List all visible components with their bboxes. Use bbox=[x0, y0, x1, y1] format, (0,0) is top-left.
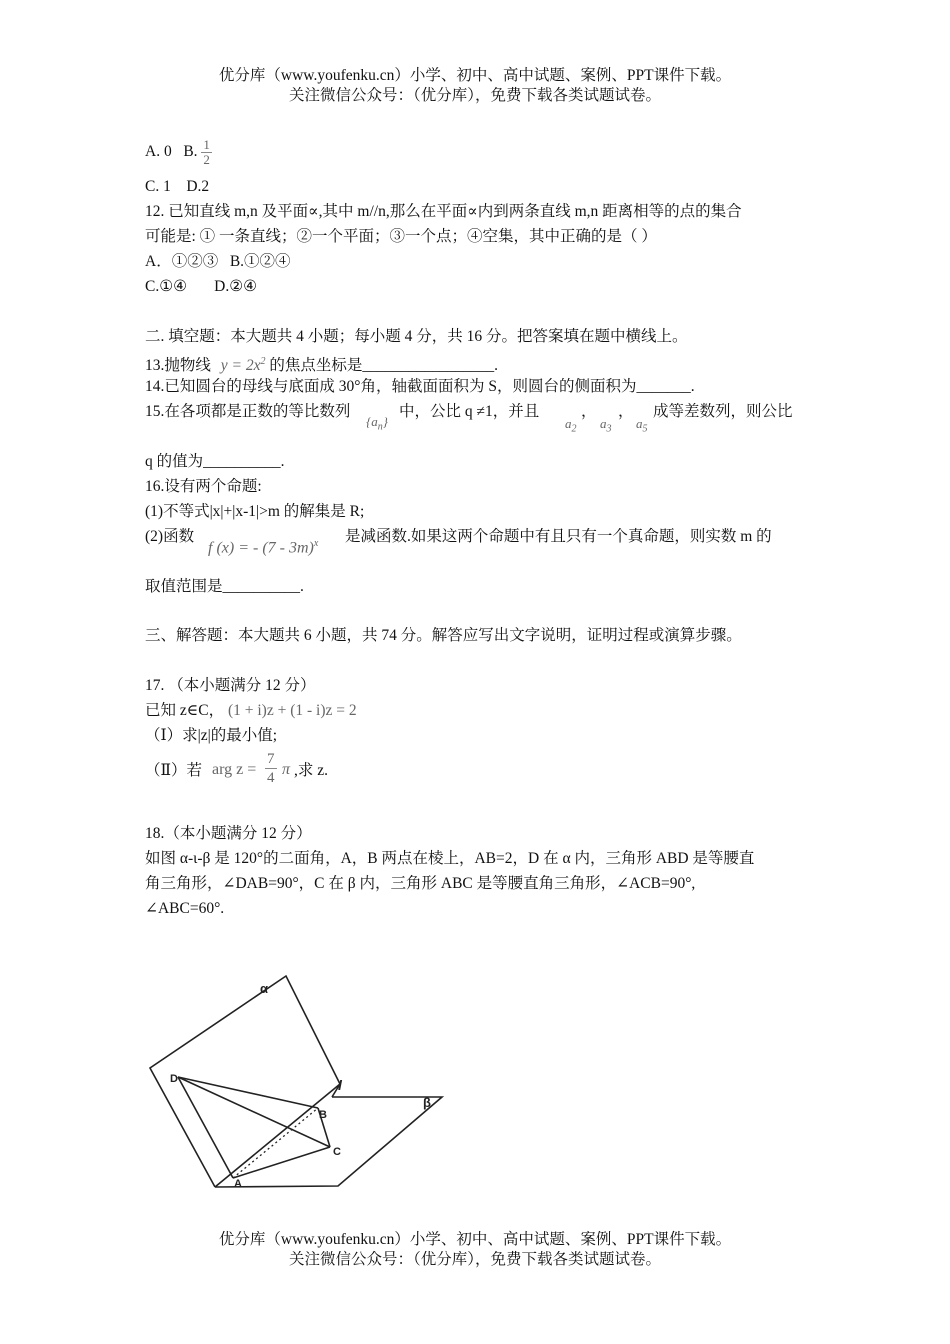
q15-suffix: 成等差数列，则公比 bbox=[653, 403, 793, 420]
q15-a3-sub: 3 bbox=[606, 423, 612, 435]
segment-AC bbox=[233, 1147, 330, 1178]
label-D: D bbox=[170, 1073, 178, 1085]
segment-AB-dotted bbox=[233, 1108, 318, 1178]
q12-option-c: C.①④ bbox=[145, 278, 188, 295]
q17-given-formula: (1 + i)z + (1 - i)z = 2 bbox=[227, 702, 357, 719]
label-A: A bbox=[234, 1178, 242, 1190]
q15-comma-1: ， bbox=[581, 403, 597, 420]
footer-line-2: 关注微信公众号：（优分库），免费下载各类试题试卷。 bbox=[288, 1251, 661, 1268]
q13-prefix: 13.抛物线 bbox=[145, 357, 211, 375]
label-beta: β bbox=[423, 1095, 431, 1110]
label-alpha: α bbox=[260, 981, 268, 996]
plane-alpha bbox=[150, 976, 340, 1187]
q15-a5-base: a bbox=[636, 416, 643, 431]
q17-part-1: （Ⅰ）求|z|的最小值; bbox=[145, 727, 278, 744]
q17-part-2-prefix: （Ⅱ）若 bbox=[145, 762, 203, 779]
q12-option-b: B.①②④ bbox=[229, 253, 291, 270]
q12-stem-line-1: 12. 已知直线 m,n 及平面∝,其中 m//n,那么在平面∝内到两条直线 m,n 距离相等的点的集合 bbox=[145, 203, 742, 220]
q15-a2-sub: 2 bbox=[571, 423, 577, 435]
q18-title: 18.（本小题满分 12 分） bbox=[145, 825, 312, 842]
label-C: C bbox=[333, 1146, 341, 1158]
q16-stem: 16.设有两个命题: bbox=[145, 478, 262, 495]
q11-option-b: B. bbox=[183, 143, 198, 161]
q15-mid: 中，公比 q ≠1，并且 bbox=[399, 403, 540, 420]
label-B: B bbox=[319, 1109, 327, 1121]
q16-p2-suffix: 是减函数.如果这两个命题中有且只有一个真命题，则实数 m 的 bbox=[345, 528, 772, 545]
q13-formula-exp: 2 bbox=[260, 356, 266, 367]
q15-prefix: 15.在各项都是正数的等比数列 bbox=[145, 403, 351, 420]
header-line-1: 优分库（www.youfenku.cn）小学、初中、高中试题、案例、PPT课件下载。 bbox=[218, 67, 732, 84]
q17-pi: π bbox=[282, 761, 291, 778]
q16-formula-exp: x bbox=[313, 538, 319, 549]
q18-line-2: 角三角形，∠DAB=90°，C 在 β 内，三角形 ABC 是等腰直角三角形，∠ACB=90°, bbox=[145, 875, 696, 892]
q11-option-c: C. 1 bbox=[145, 178, 171, 195]
q15-a5-sub: 5 bbox=[642, 423, 648, 435]
q13-formula-base: y = 2x bbox=[220, 357, 261, 375]
q17-part-2-suffix: ,求 z. bbox=[294, 762, 329, 779]
q17-title: 17. （本小题满分 12 分） bbox=[145, 677, 316, 694]
segment-DA bbox=[178, 1077, 233, 1178]
q18-line-3: ∠ABC=60°. bbox=[145, 900, 225, 917]
header-line-2: 关注微信公众号：（优分库），免费下载各类试题试卷。 bbox=[288, 87, 661, 104]
q12-option-d: D.②④ bbox=[214, 278, 258, 295]
q16-p2-prefix: (2)函数 bbox=[145, 528, 195, 545]
q16-line-3: 取值范围是__________. bbox=[145, 578, 304, 595]
segment-DB bbox=[178, 1077, 318, 1108]
q15-a3-base: a bbox=[600, 416, 607, 431]
section-2-title: 二. 填空题：本大题共 4 小题；每小题 4 分，共 16 分。把答案填在题中横线上。 bbox=[145, 328, 688, 345]
q17-part-2-formula: arg z = bbox=[212, 761, 257, 778]
q11-fraction-den: 2 bbox=[203, 152, 210, 167]
q18-line-1: 如图 α-ι-β 是 120°的二面角，A，B 两点在棱上，AB=2，D 在 α 内，三角形 ABD 是等腰直 bbox=[145, 850, 755, 867]
q12-option-a: A．①②③ bbox=[145, 253, 219, 270]
q17-fraction-den: 4 bbox=[267, 770, 275, 786]
q15-seq-open: {a bbox=[366, 414, 378, 429]
q11-option-d: D.2 bbox=[186, 178, 210, 195]
q15-seq-sub: n bbox=[377, 421, 383, 433]
q15-seq-close: } bbox=[382, 414, 388, 429]
footer-line-1: 优分库（www.youfenku.cn）小学、初中、高中试题、案例、PPT课件下载。 bbox=[218, 1231, 732, 1248]
q17-fraction-num: 7 bbox=[267, 751, 275, 767]
q13-suffix: 的焦点坐标是_________________. bbox=[269, 357, 498, 375]
label-l: l bbox=[338, 1077, 342, 1093]
q12-stem-line-2: 可能是: ① 一条直线；②一个平面；③一个点；④空集，其中正确的是（ ） bbox=[145, 228, 657, 245]
section-3-title: 三、解答题：本大题共 6 小题，共 74 分。解答应写出文字说明，证明过程或演算步骤。 bbox=[145, 627, 742, 644]
q11-fraction-num: 1 bbox=[203, 137, 210, 152]
q16-proposition-1: (1)不等式|x|+|x-1|>m 的解集是 R; bbox=[145, 503, 365, 520]
q11-option-a: A. 0 bbox=[145, 143, 172, 161]
q16-formula-base: f (x) = - (7 - 3m) bbox=[208, 539, 314, 557]
q17-given-prefix: 已知 z∈C， bbox=[145, 702, 225, 719]
q15-comma-2: ， bbox=[618, 403, 634, 420]
q15-line-2: q 的值为__________. bbox=[145, 453, 285, 470]
q15-a2-base: a bbox=[565, 416, 572, 431]
q14: 14.已知圆台的母线与底面成 30°角，轴截面面积为 S，则圆台的侧面积为_______. bbox=[145, 378, 695, 395]
